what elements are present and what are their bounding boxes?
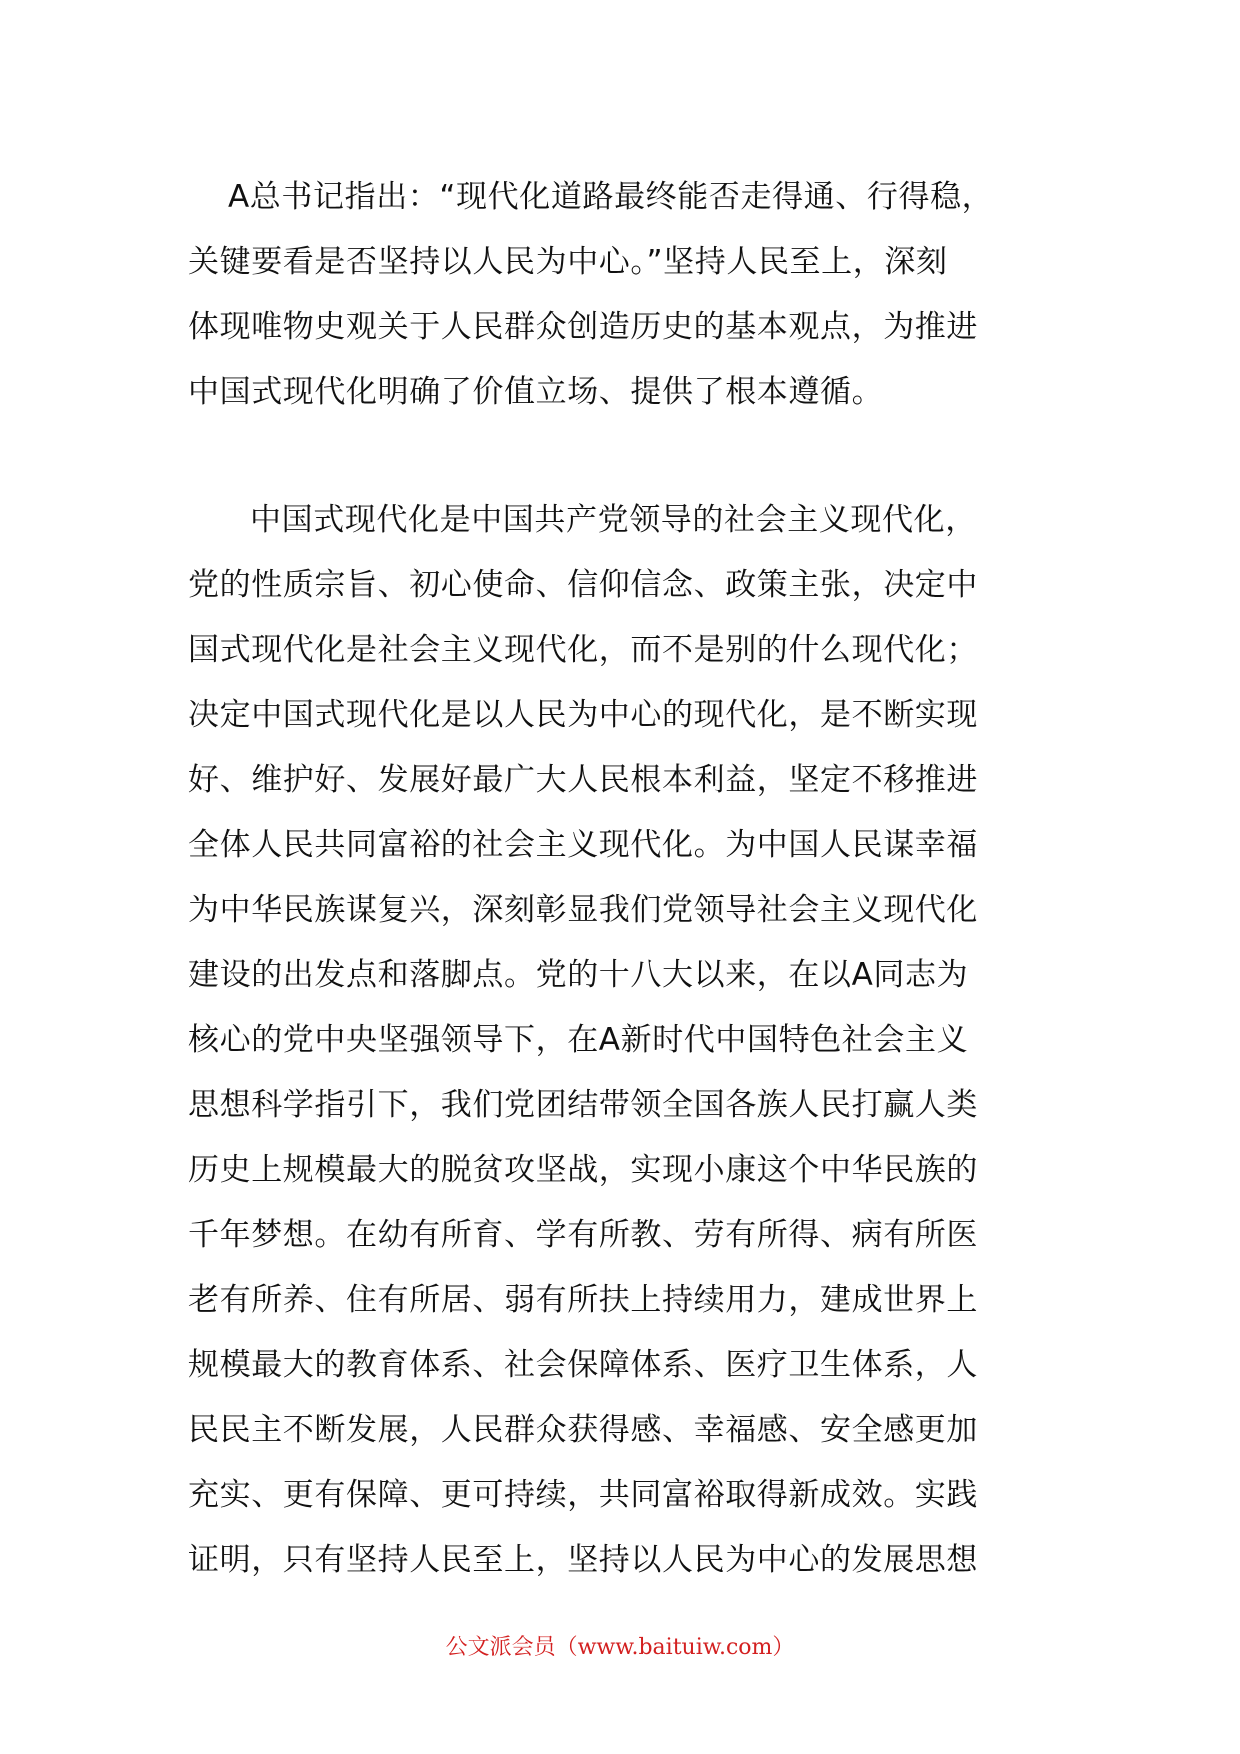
paragraph-line: 好、维护好、发展好最广大人民根本利益，坚定不移推进 — [188, 762, 978, 798]
paragraph-line: 体现唯物史观关于人民群众创造历史的基本观点，为推进 — [188, 309, 978, 345]
paragraph-line: 决定中国式现代化是以人民为中心的现代化，是不断实现 — [188, 697, 978, 733]
paragraph-2 — [188, 488, 1058, 1593]
paragraph-line: A总书记指出：“现代化道路最终能否走得通、行得稳， — [228, 179, 994, 215]
paragraph-line: 建设的出发点和落脚点。党的十八大以来，在以A同志为 — [188, 957, 969, 993]
paragraph-1 — [188, 165, 1058, 425]
paragraph-line: 党的性质宗旨、初心使命、信仰信念、政策主张，决定中 — [188, 567, 978, 603]
paragraph-line: 关键要看是否坚持以人民为中心。”坚持人民至上，深刻 — [188, 244, 948, 280]
paragraph-line: 充实、更有保障、更可持续，共同富裕取得新成效。实践 — [188, 1477, 978, 1513]
paragraph-line: 规模最大的教育体系、社会保障体系、医疗卫生体系，人 — [188, 1347, 978, 1383]
paragraph-line: 千年梦想。在幼有所育、学有所教、劳有所得、病有所医 — [188, 1217, 978, 1253]
paragraph-line: 证明，只有坚持人民至上，坚持以人民为中心的发展思想 — [188, 1542, 978, 1578]
paragraph-line: 为中华民族谋复兴，深刻彰显我们党领导社会主义现代化 — [188, 892, 978, 928]
paragraph-line: 历史上规模最大的脱贫攻坚战，实现小康这个中华民族的 — [188, 1152, 978, 1188]
paragraph-line: 核心的党中央坚强领导下，在A新时代中国特色社会主义 — [188, 1022, 969, 1058]
paragraph-line: 中国式现代化是中国共产党领导的社会主义现代化， — [250, 502, 977, 538]
paragraph-line: 老有所养、住有所居、弱有所扶上持续用力，建成世界上 — [188, 1282, 978, 1318]
paragraph-line: 国式现代化是社会主义现代化，而不是别的什么现代化； — [188, 632, 978, 668]
paragraph-line: 中国式现代化明确了价值立场、提供了根本遵循。 — [188, 374, 884, 410]
paragraph-line: 全体人民共同富裕的社会主义现代化。为中国人民谋幸福 — [188, 827, 978, 863]
footer-watermark-link[interactable]: 公文派会员（www.baituiw.com） — [445, 1635, 795, 1660]
paragraph-line: 民民主不断发展，人民群众获得感、幸福感、安全感更加 — [188, 1412, 978, 1448]
paragraph-line: 思想科学指引下，我们党团结带领全国各族人民打赢人类 — [188, 1087, 978, 1123]
